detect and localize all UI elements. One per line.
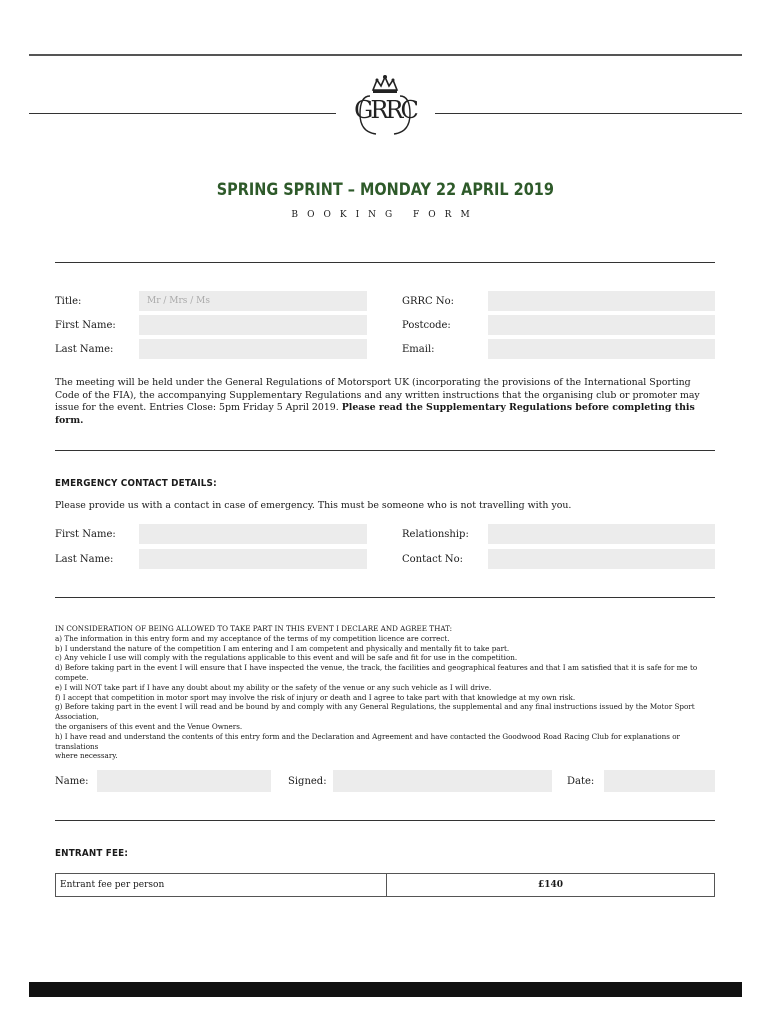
table-row xyxy=(56,874,715,897)
declaration-line: f) I accept that competition in motor sport may involve the risk of injury or death and I agree to take part with that knowledge at my own risk. xyxy=(55,692,576,702)
first-name-field[interactable] xyxy=(139,315,367,335)
top-rule xyxy=(29,54,742,56)
page-title: SPRING SPRINT – MONDAY 22 APRIL 2019 xyxy=(216,180,554,200)
logo-text: GRRC xyxy=(354,96,416,124)
fee-value-cell: £140 xyxy=(387,874,715,897)
intro-text: The meeting will be held under the General Regulations of Motorsport UK (incorporating the provisions of the International Sporting Code of the FIA), the accompanying Supplementary Regulations and any written instructions that the organising club or promoter may issue for the event. Entries Close: 5pm Friday 5 April 2019. xyxy=(55,377,700,413)
declaration-text xyxy=(55,624,717,761)
contact-no-field[interactable] xyxy=(488,549,715,569)
fee-heading: ENTRANT FEE: xyxy=(55,848,129,859)
declaration-line: d) Before taking part in the event I will ensure that I have inspected the venue, the track, the facilities and geographical features and that I am satisfied that it is safe for me to compete. xyxy=(55,663,700,682)
grrc-no-field[interactable] xyxy=(488,291,715,311)
page-subtitle: BOOKING FORM xyxy=(291,210,479,220)
emergency-first-name-label: First Name: xyxy=(55,529,116,540)
declaration-line: b) I understand the nature of the competition I am entering and I am competent and physically and mentally fit to take part. xyxy=(55,643,510,653)
declaration-line: where necessary. xyxy=(55,751,118,761)
divider xyxy=(55,597,715,598)
emergency-heading: EMERGENCY CONTACT DETAILS: xyxy=(55,478,217,489)
relationship-label: Relationship: xyxy=(402,529,469,540)
relationship-field[interactable] xyxy=(488,524,715,544)
logo-rule-right xyxy=(435,113,742,114)
declaration-line: IN CONSIDERATION OF BEING ALLOWED TO TAKE PART IN THIS EVENT I DECLARE AND AGREE THAT: xyxy=(55,624,453,633)
email-label: Email: xyxy=(402,344,435,355)
signed-label: Signed: xyxy=(288,776,327,787)
divider xyxy=(55,450,715,451)
grrc-crest-logo xyxy=(346,74,424,144)
name-label: Name: xyxy=(55,776,89,787)
email-field[interactable] xyxy=(488,339,715,359)
emergency-text: Please provide us with a contact in case of emergency. This must be someone who is not travelling with you. xyxy=(55,500,572,511)
emergency-first-name-field[interactable] xyxy=(139,524,367,544)
last-name-label: Last Name: xyxy=(55,344,114,355)
contact-no-label: Contact No: xyxy=(402,554,464,565)
declaration-line: h) I have read and understand the contents of this entry form and the Declaration and Agreement and have contacted the Goodwood Road Racing Club for explanations or translations xyxy=(55,731,683,751)
declaration-line: e) I will NOT take part if I have any doubt about my ability or the safety of the venue or any such vehicle as I will drive. xyxy=(55,682,492,692)
declaration-line: c) Any vehicle I use will comply with the regulations applicable to this event and will be safe and fit for use in the competition. xyxy=(55,653,518,663)
grrc-no-label: GRRC No: xyxy=(402,296,455,307)
footer-bar xyxy=(29,982,742,997)
emergency-last-name-field[interactable] xyxy=(139,549,367,569)
intro-bold-text: Please read the Supplementary Regulations before completing this form. xyxy=(55,402,695,426)
divider xyxy=(55,820,715,821)
emergency-last-name-label: Last Name: xyxy=(55,554,114,565)
declaration-line: the organisers of this event and the Venue Owners. xyxy=(55,721,243,731)
title-label: Title: xyxy=(55,296,82,307)
fee-label-cell: Entrant fee per person xyxy=(56,874,387,897)
date-label: Date: xyxy=(567,776,595,787)
declaration-line: g) Before taking part in the event I will read and be bound by and comply with any General Regulations, the supplemental and any final instructions issued by the Motor Sport Association, xyxy=(55,702,697,722)
fee-table xyxy=(55,873,715,897)
first-name-label: First Name: xyxy=(55,320,116,331)
intro-paragraph xyxy=(55,377,715,427)
divider xyxy=(55,262,715,263)
last-name-field[interactable] xyxy=(139,339,367,359)
signature-field[interactable] xyxy=(333,770,552,792)
date-field[interactable] xyxy=(604,770,715,792)
title-field[interactable]: Mr / Mrs / Ms xyxy=(139,291,367,311)
postcode-label: Postcode: xyxy=(402,320,451,331)
postcode-field[interactable] xyxy=(488,315,715,335)
declaration-line: a) The information in this entry form and my acceptance of the terms of my competition licence are correct. xyxy=(55,633,450,643)
name-field[interactable] xyxy=(97,770,271,792)
logo-rule-left xyxy=(29,113,336,114)
